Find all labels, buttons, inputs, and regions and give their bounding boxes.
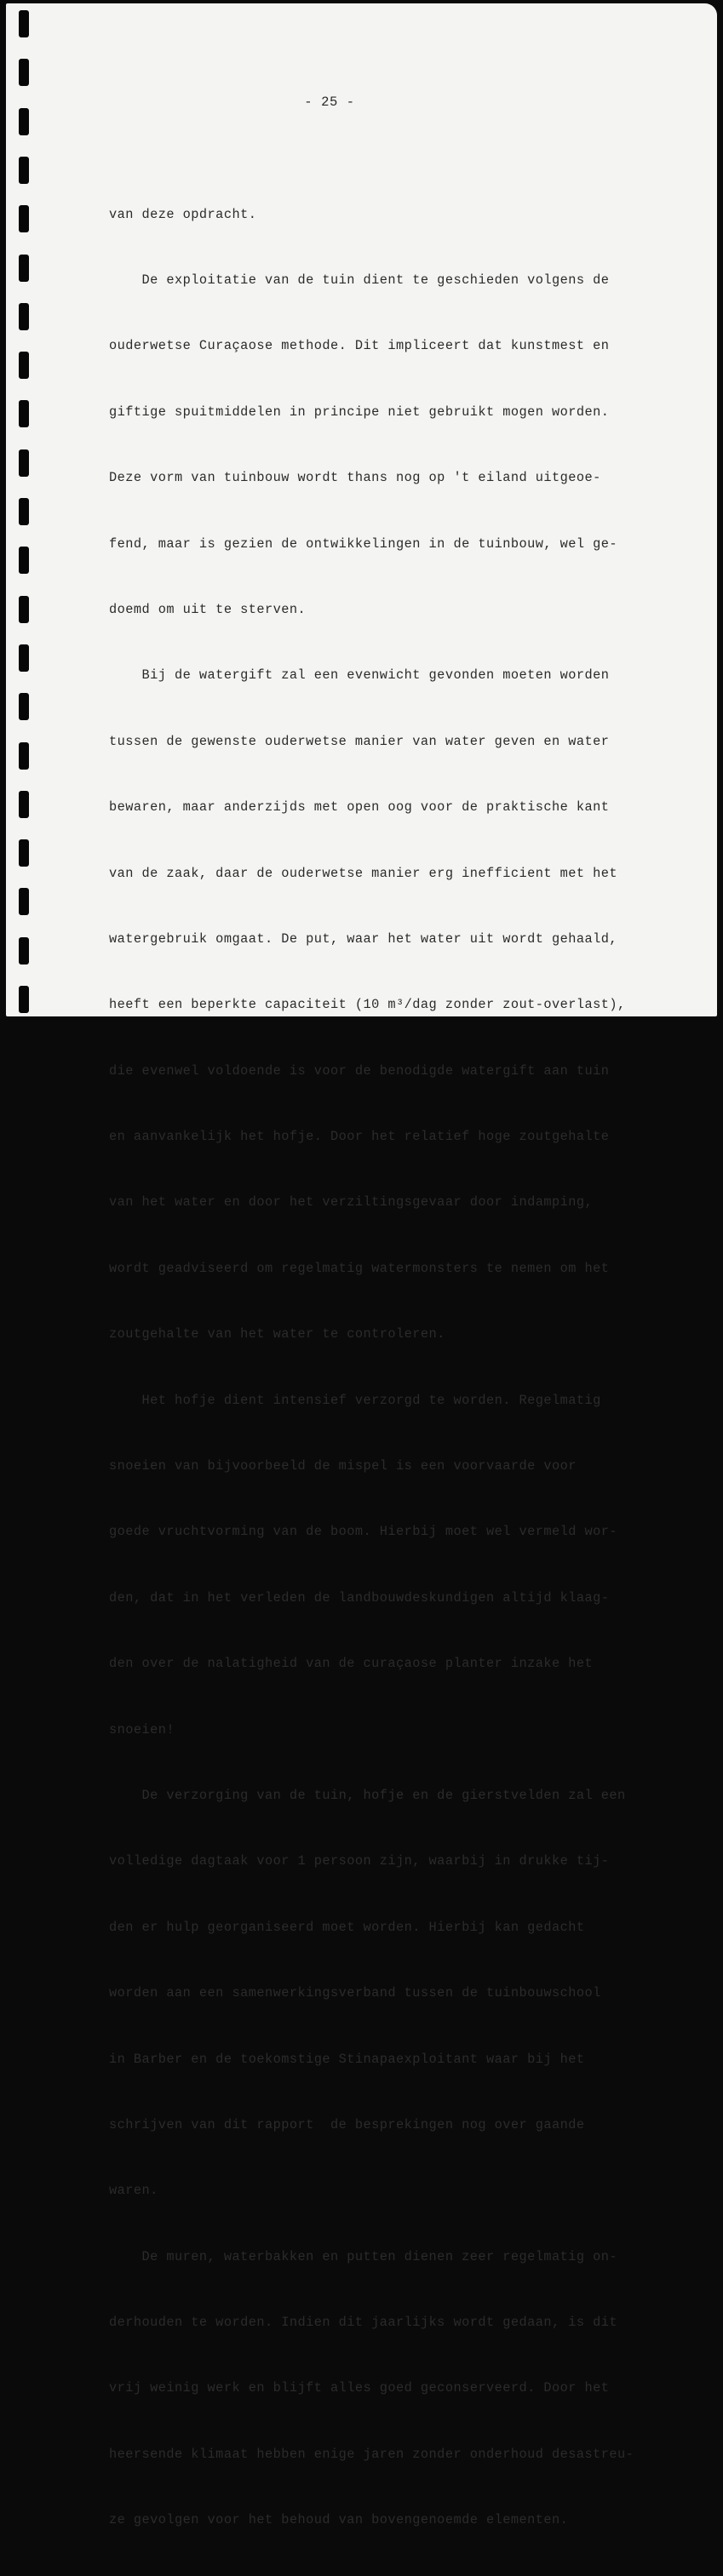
text-line: van het water en door het verziltingsgevaar door indamping, xyxy=(109,1194,594,1211)
text-line: goede vruchtvorming van de boom. Hierbij moet wel vermeld wor- xyxy=(109,1524,618,1540)
text-line: wordt geadviseerd om regelmatig watermonsters te nemen om het xyxy=(109,1260,610,1276)
text-line: Bij de watergift zal een evenwicht gevonden moeten worden xyxy=(109,667,610,684)
text-line: snoeien! xyxy=(109,1721,175,1737)
text-line: Het hofje dient intensief verzorgd te worden. Regelmatig xyxy=(109,1392,601,1408)
text-line: worden aan een samenwerkingsverband tussen de tuinbouwschool xyxy=(109,1985,601,2001)
binding-hole xyxy=(19,644,29,672)
binding-hole xyxy=(19,108,29,135)
text-line: den er hulp georganiseerd moet worden. Hierbij kan gedacht xyxy=(109,1919,585,1935)
text-line: heeft een beperkte capaciteit (10 m³/dag zonder zout-overlast), xyxy=(109,997,626,1013)
text-line: die evenwel voldoende is voor de benodigde watergift aan tuin xyxy=(109,1062,610,1079)
binding-hole xyxy=(19,400,29,427)
binding-hole xyxy=(19,839,29,867)
text-line: doemd om uit te sterven. xyxy=(109,601,307,617)
binding-hole xyxy=(19,742,29,770)
binding-holes xyxy=(0,0,34,1022)
page-number: - 25 - xyxy=(304,94,355,110)
text-line: tussen de gewenste ouderwetse manier van water geven en water xyxy=(109,733,610,749)
binding-hole xyxy=(19,352,29,379)
text-line: heersende klimaat hebben enige jaren zonder onderhoud desastreu- xyxy=(109,2446,634,2462)
binding-hole xyxy=(19,303,29,330)
text-line: volledige dagtaak voor 1 persoon zijn, waarbij in drukke tij- xyxy=(109,1853,610,1869)
binding-hole xyxy=(19,157,29,184)
binding-hole xyxy=(19,59,29,86)
binding-hole xyxy=(19,547,29,574)
binding-hole xyxy=(19,888,29,915)
binding-hole xyxy=(19,596,29,623)
text-line: derhouden te worden. Indien dit jaarlijks wordt gedaan, is dit xyxy=(109,2315,618,2331)
binding-hole xyxy=(19,449,29,477)
binding-hole xyxy=(19,10,29,37)
text-line: schrijven van dit rapport de besprekingen nog over gaande xyxy=(109,2116,585,2132)
text-line: fend, maar is gezien de ontwikkelingen in de tuinbouw, wel ge- xyxy=(109,535,618,552)
body-text xyxy=(109,160,688,2576)
text-line: in Barber en de toekomstige Stinapaexploitant waar bij het xyxy=(109,2051,585,2067)
text-line: watergebruik omgaat. De put, waar het water uit wordt gehaald, xyxy=(109,930,618,947)
text-line: ze gevolgen voor het behoud van bovengenoemde elementen. xyxy=(109,2512,569,2528)
text-line: ouderwetse Curaçaose methode. Dit impliceert dat kunstmest en xyxy=(109,338,610,354)
text-line: Deze vorm van tuinbouw wordt thans nog op 't eiland uitgeoe- xyxy=(109,470,601,486)
text-line: van deze opdracht. xyxy=(109,206,257,222)
text-line: zoutgehalte van het water te controleren. xyxy=(109,1326,445,1342)
text-line: giftige spuitmiddelen in principe niet gebruikt mogen worden. xyxy=(109,404,610,420)
text-line: vrij weinig werk en blijft alles goed geconserveerd. Door het xyxy=(109,2380,610,2396)
text-line: den, dat in het verleden de landbouwdeskundigen altijd klaag- xyxy=(109,1589,610,1606)
text-line: waren. xyxy=(109,2183,158,2199)
binding-hole xyxy=(19,791,29,818)
binding-hole xyxy=(19,498,29,525)
binding-hole xyxy=(19,693,29,720)
text-line: bewaren, maar anderzijds met open oog voor de praktische kant xyxy=(109,799,610,816)
binding-hole xyxy=(19,255,29,282)
text-line: De exploitatie van de tuin dient te geschieden volgens de xyxy=(109,272,610,288)
binding-hole xyxy=(19,205,29,232)
document-page xyxy=(6,3,717,2528)
text-line: van de zaak, daar de ouderwetse manier erg inefficient met het xyxy=(109,865,618,881)
binding-hole xyxy=(19,986,29,1013)
text-line: De verzorging van de tuin, hofje en de gierstvelden zal een xyxy=(109,1787,626,1803)
text-line: en aanvankelijk het hofje. Door het relatief hoge zoutgehalte xyxy=(109,1129,610,1145)
text-line: De muren, waterbakken en putten dienen zeer regelmatig on- xyxy=(109,2248,618,2264)
text-line: snoeien van bijvoorbeeld de mispel is een voorvaarde voor xyxy=(109,1458,577,1474)
text-line: den over de nalatigheid van de curaçaose planter inzake het xyxy=(109,1656,594,1672)
binding-hole xyxy=(19,937,29,965)
